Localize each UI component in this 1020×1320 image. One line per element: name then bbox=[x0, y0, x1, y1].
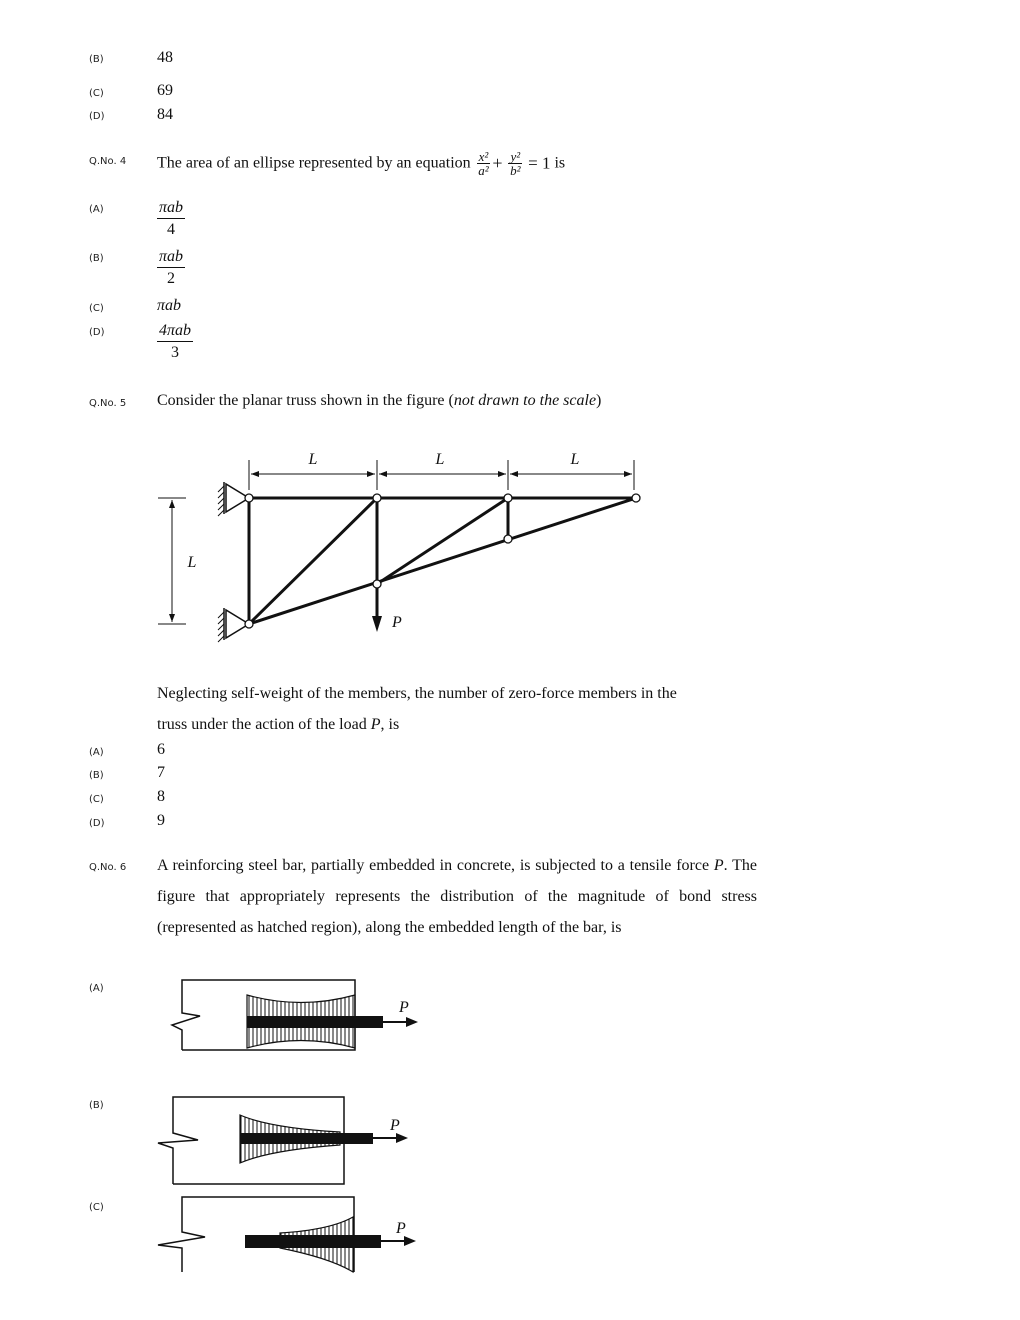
question-5-body bbox=[157, 678, 757, 740]
q5-option-label-a: (A) bbox=[89, 747, 104, 758]
bond-figure-b bbox=[158, 1097, 408, 1184]
q4-option-b-den: 2 bbox=[167, 270, 175, 287]
question-5-text-italic: not drawn to the scale bbox=[453, 392, 597, 409]
question-5-body-line2-end: , is bbox=[380, 716, 400, 733]
question-6-load-symbol: P bbox=[713, 857, 724, 874]
q5-option-d: 9 bbox=[157, 812, 165, 829]
option-value-b: 48 bbox=[157, 49, 173, 66]
span-label-1: L bbox=[308, 451, 318, 468]
figure-b-load-label: P bbox=[390, 1117, 400, 1134]
eq-x-den: a² bbox=[478, 163, 489, 178]
question-4-text: The area of an ellipse represented by an equation bbox=[157, 154, 471, 172]
q4-option-d-num: 4πab bbox=[157, 321, 193, 342]
q6-option-label-b: (B) bbox=[89, 1100, 104, 1111]
eq-x-num: x² bbox=[478, 149, 489, 164]
span-label-3: L bbox=[570, 451, 580, 468]
option-value-d: 84 bbox=[157, 106, 173, 123]
bond-figure-a bbox=[172, 980, 418, 1050]
figure-c-load-label: P bbox=[396, 1220, 406, 1237]
q5-option-label-d: (D) bbox=[89, 818, 105, 829]
question-5-load-symbol: P bbox=[370, 716, 381, 733]
option-value-c: 69 bbox=[157, 82, 173, 99]
q5-option-label-c: (C) bbox=[89, 794, 104, 805]
bond-figure-c bbox=[158, 1197, 416, 1272]
pin-supports bbox=[218, 482, 249, 642]
q4-option-label-b: (B) bbox=[89, 253, 104, 264]
question-number-6: Q.No. 6 bbox=[89, 862, 127, 873]
question-number-5: Q.No. 5 bbox=[89, 398, 127, 409]
q5-option-c: 8 bbox=[157, 788, 165, 805]
option-label-d: (D) bbox=[89, 111, 105, 122]
eq-y-den: b² bbox=[510, 163, 521, 178]
eq-plus: + bbox=[492, 153, 503, 173]
q5-option-b: 7 bbox=[157, 764, 165, 781]
question-6-text-b: . The figure that appropriately represents the distribution of the magnitude of bond stress (represented as hatched region), along the embedded length of the bar, is bbox=[157, 857, 757, 936]
q5-option-label-b: (B) bbox=[89, 770, 104, 781]
eq-rhs: = 1 bbox=[528, 153, 551, 173]
question-5-body-line1: Neglecting self-weight of the members, the number of zero-force members in the bbox=[157, 685, 677, 702]
question-number-4: Q.No. 4 bbox=[89, 156, 127, 167]
q4-option-a-den: 4 bbox=[167, 221, 175, 238]
q4-option-label-c: (C) bbox=[89, 303, 104, 314]
question-5-text: Consider the planar truss shown in the figure ( bbox=[157, 392, 454, 409]
q4-option-a-num: πab bbox=[157, 198, 185, 219]
question-4-suffix: is bbox=[554, 154, 566, 172]
q4-option-label-d: (D) bbox=[89, 327, 105, 338]
question-6-text-a: A reinforcing steel bar, partially embedded in concrete, is subjected to a tensile force bbox=[157, 857, 714, 874]
q4-option-label-a: (A) bbox=[89, 204, 104, 215]
eq-y-num: y² bbox=[510, 149, 521, 164]
load-label: P bbox=[392, 614, 402, 631]
load-arrow-icon bbox=[372, 616, 382, 632]
q4-option-d-den: 3 bbox=[171, 344, 179, 361]
span-label-2: L bbox=[435, 451, 445, 468]
option-label-c: (C) bbox=[89, 88, 104, 99]
height-label: L bbox=[187, 554, 197, 571]
question-5-body-line2: truss under the action of the load bbox=[157, 716, 371, 733]
span-dimension-lines bbox=[158, 460, 634, 624]
q6-option-label-c: (C) bbox=[89, 1202, 104, 1213]
question-5-text-end: ) bbox=[596, 392, 602, 409]
q6-option-label-a: (A) bbox=[89, 983, 104, 994]
question-6-text bbox=[157, 850, 757, 943]
option-label-b: (B) bbox=[89, 54, 104, 65]
q4-option-c: πab bbox=[157, 297, 182, 314]
q4-option-b-num: πab bbox=[157, 247, 185, 268]
truss-members bbox=[249, 498, 636, 624]
q5-option-a: 6 bbox=[157, 741, 165, 758]
figure-a-load-label: P bbox=[399, 999, 409, 1016]
